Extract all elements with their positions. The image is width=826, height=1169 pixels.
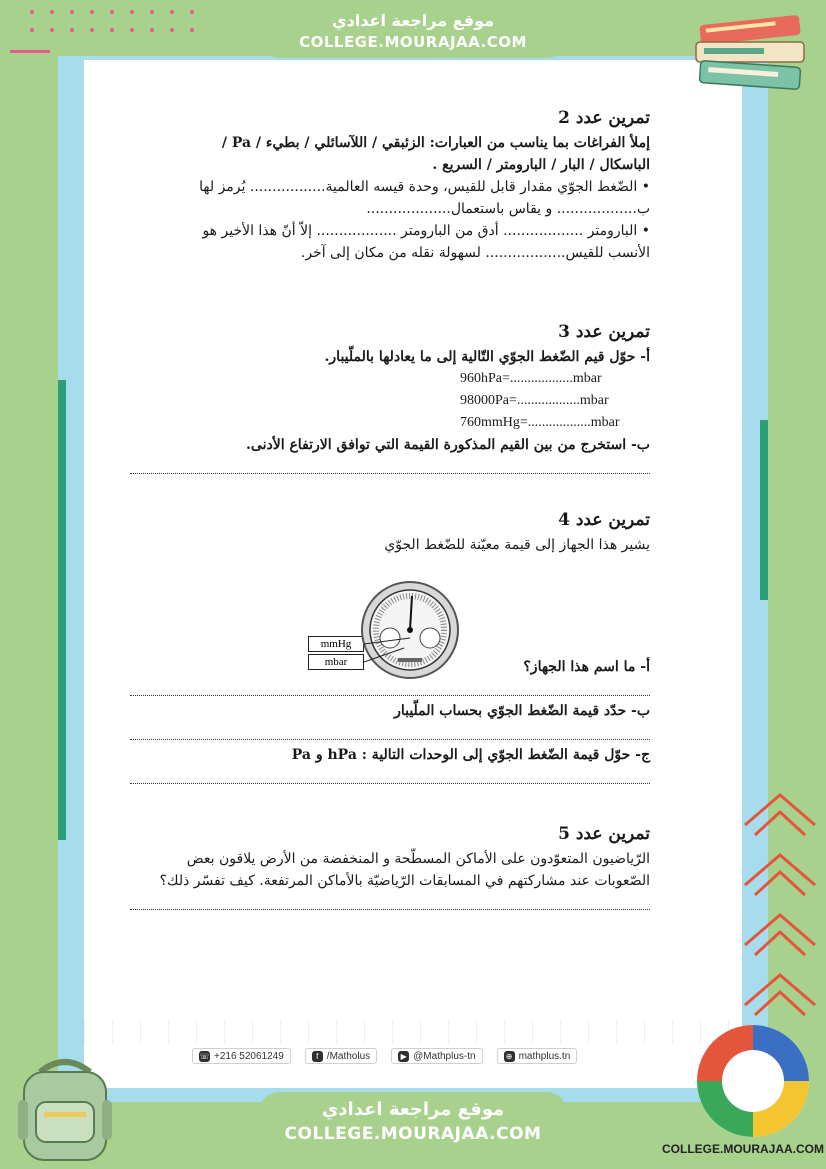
exercise-4-intro: يشير هذا الجهاز إلى قيمة معيّنة للضّغط الجوّي — [384, 537, 650, 553]
social-facebook[interactable] — [305, 1048, 377, 1064]
exercise-2-line-1: • الضّغط الجوّي مقدار قابل للقيس، وحدة قيسه العالمية................. يُرمز لها — [199, 179, 650, 195]
exercise-5-line-2: الصّعوبات عند مشاركتهم في المسابقات الرّياضيّة بالأماكن المرتفعة. كيف تفسّر ذلك؟ — [159, 873, 650, 889]
exercise-5-line-1: الرّياضيون المتعوّدون على الأماكن المسطّحة و المنخفضة من الأرض يلاقون بعض — [186, 851, 650, 867]
exercise-2-line-3: • البارومتر .................. أدق من البارومتر .................. إلاّ أنّ هذا الأخير هو — [202, 223, 650, 239]
exercise-3 — [130, 322, 650, 474]
bottom-banner — [258, 1092, 568, 1154]
top-banner — [258, 4, 568, 58]
exercise-5 — [130, 824, 650, 910]
grid-background — [84, 1020, 742, 1044]
exercise-3-question-b: ب- استخرج من بين القيم المذكورة القيمة التي توافق الارتفاع الأدنى. — [246, 437, 650, 453]
exercise-4-question-c: ج- حوّل قيمة الضّغط الجوّي إلى الوحدات التالية : hPa و Pa — [291, 747, 650, 763]
exercise-4-question-a: أ- ما اسم هذا الجهاز؟ — [523, 659, 650, 675]
banner-site-link-bottom[interactable]: COLLEGE.MOURAJAA.COM — [284, 1124, 542, 1144]
exercise-2-options: الباسكال / البار / البارومتر / السريع . — [432, 157, 650, 173]
social-website-text: mathplus.tn — [518, 1050, 571, 1062]
barometer-figure — [300, 580, 600, 690]
exercise-4-question-b: ب- حدّد قيمة الضّغط الجوّي بحساب الملّيبار — [394, 703, 650, 719]
globe-icon: ⊕ — [504, 1051, 515, 1062]
site-logo-icon — [694, 1022, 812, 1140]
exercise-4-title: تمرين عدد 4 — [558, 510, 650, 530]
pointer-lines — [364, 636, 414, 666]
brand-name: COLLEGE.MOURAJAA.COM — [662, 1142, 824, 1156]
decorative-dots — [10, 6, 210, 66]
answer-line — [130, 726, 650, 740]
unit-label-mbar: mbar — [308, 654, 364, 670]
social-facebook-text: /Matholus — [326, 1050, 371, 1062]
exercise-3-title: تمرين عدد 3 — [558, 322, 650, 342]
banner-site-link[interactable]: COLLEGE.MOURAJAA.COM — [299, 33, 527, 51]
facebook-icon: f — [312, 1051, 323, 1062]
youtube-icon: ▶ — [398, 1051, 409, 1062]
exercise-2 — [130, 108, 650, 264]
exercise-2-title: تمرين عدد 2 — [558, 108, 650, 128]
phone-icon: ☏ — [199, 1051, 210, 1061]
answer-line — [130, 770, 650, 784]
exercise-5-title: تمرين عدد 5 — [558, 824, 650, 844]
social-youtube[interactable] — [391, 1048, 482, 1064]
exercise-2-line-4: الأنسب للقيس.................. لسهولة نقله من مكان إلى آخر. — [300, 245, 650, 261]
teal-stripe-left — [58, 380, 66, 840]
backpack-icon — [10, 1052, 120, 1164]
answer-line — [130, 896, 650, 910]
exercise-2-line-2: ب.................. و يقاس باستعمال................... — [366, 201, 650, 217]
conversion-2: 98000Pa=..................mbar — [460, 393, 609, 408]
conversion-1: 960hPa=..................mbar — [460, 371, 602, 386]
answer-line — [130, 460, 650, 474]
social-phone[interactable] — [192, 1048, 291, 1064]
social-links-bar — [192, 1048, 632, 1064]
worksheet-content — [130, 108, 650, 914]
exercise-2-instruction: إملأ الفراغات بما يناسب من العبارات: الزئبقي / اللآسائلي / بطيء / Pa / — [221, 135, 650, 151]
conversion-3: 760mmHg=..................mbar — [460, 415, 620, 430]
banner-arabic-title-bottom: موقع مراجعة اعدادي — [321, 1099, 505, 1120]
teal-stripe-right — [760, 420, 768, 600]
social-youtube-text: @Mathplus-tn — [413, 1050, 476, 1062]
social-phone-text: +216 52061249 — [214, 1050, 284, 1062]
unit-label-mmhg: mmHg — [308, 636, 364, 652]
social-website[interactable] — [497, 1048, 578, 1064]
books-icon — [690, 10, 816, 96]
chevron-decoration-icon — [740, 790, 820, 1040]
banner-arabic-title: موقع مراجعة اعدادي — [331, 11, 495, 30]
exercise-3-question-a: أ- حوّل قيم الضّغط الجوّي التّالية إلى ما يعادلها بالملّيبار. — [324, 349, 650, 365]
